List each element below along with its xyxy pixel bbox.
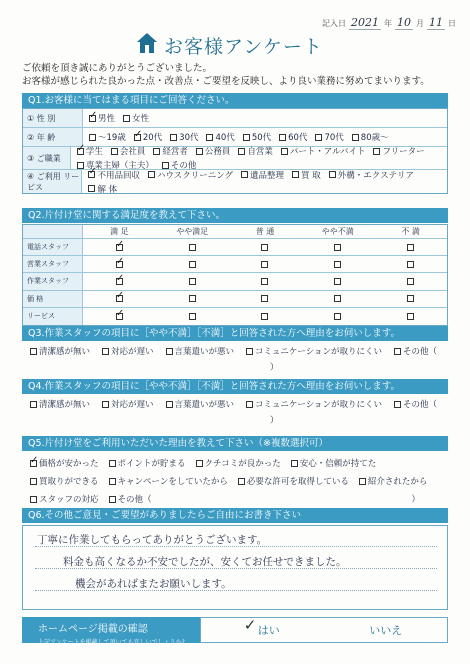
checkbox[interactable] [315,134,322,141]
q2-column-header: やや満足 [176,227,209,236]
checkbox-label: その他 [170,161,197,171]
checkbox-option[interactable] [329,169,414,181]
checkbox[interactable] [88,185,95,192]
rating-checkbox[interactable] [334,295,341,302]
q2-column-header: 普 通 [255,227,275,236]
checkbox-option[interactable] [166,398,235,410]
q2-row-label: 電話スタッフ [23,239,83,255]
checkbox[interactable] [279,134,286,141]
q5-other-close: ） [411,495,421,505]
checkbox-label: 50代 [251,133,272,143]
house-logo-icon [136,32,158,54]
checkbox-label: 40代 [215,133,235,143]
q2-table [22,224,448,326]
checkbox[interactable] [77,162,84,169]
date-month-unit: 月 [416,19,424,28]
checkbox-option[interactable] [279,131,307,143]
q2-cell [229,261,302,268]
rating-checkbox[interactable] [334,278,341,285]
checkbox-label: ～19歳 [98,133,126,143]
rating-checkbox[interactable] [407,313,414,320]
checkbox-option[interactable] [394,345,437,357]
checkbox[interactable] [196,148,203,155]
checkbox-label: 女性 [132,114,150,124]
checkbox-label: スタッフの対応 [39,495,99,505]
checkbox-option[interactable] [238,145,273,157]
q1-row [23,147,447,170]
q2-cell [156,261,229,268]
q2-cell [83,278,156,285]
q4-options [30,398,440,426]
checkbox-label: 公務員 [204,147,231,157]
checkbox[interactable] [148,171,155,178]
q2-column-header: 満 足 [110,227,129,236]
checkbox-label: 経営者 [162,147,188,157]
checkbox-label: 安心・信頼が持てた [299,459,377,469]
q2-cell [83,244,156,251]
q2-cell [156,313,229,320]
checkbox-option[interactable] [109,457,186,469]
q3-options [30,345,440,373]
checkbox[interactable] [281,148,288,155]
q2-row [23,308,447,325]
checkbox-option[interactable] [170,131,198,143]
checkbox[interactable] [373,148,380,155]
checkbox-option[interactable] [281,145,366,157]
q2-cell [374,313,447,320]
date-day-unit: 日 [448,19,456,28]
checkbox-label: 価格が安かった [39,459,99,469]
homepage-confirm-choices [200,617,448,643]
checkbox[interactable] [30,401,37,408]
checkbox[interactable] [243,134,250,141]
checkbox-option[interactable] [89,131,126,143]
q2-cell [229,278,302,285]
checkbox[interactable] [166,401,173,408]
checkbox[interactable] [30,496,37,503]
comment-text-2: 料金も高くなるか不安でしたが、安くてお任せできました。 [63,556,347,568]
checkbox-option[interactable] [196,457,281,469]
checkbox-option[interactable] [394,398,437,410]
rating-checkbox[interactable] [189,244,196,251]
homepage-confirm-title: ホームページ掲載の確認 [38,624,148,635]
q2-cell [301,244,374,251]
checkbox-option[interactable] [246,398,382,410]
rating-checkbox[interactable] [407,244,414,251]
checkbox-option[interactable] [292,169,321,181]
rating-checkbox[interactable] [261,295,268,302]
checkbox-label: 会社員 [119,147,146,157]
rating-checkbox[interactable] [407,295,414,302]
q3-header: Q3.作業スタッフの項目に［やや不満］［不満］と回答された方へ理由をお伺いします。 [22,326,448,341]
q5-options [30,457,440,505]
checkbox-option[interactable] [243,131,271,143]
q2-header-blank [23,225,83,238]
rating-checkbox[interactable] [116,295,123,302]
q4-other-close: ） [270,416,279,426]
homepage-confirm-label [22,617,200,646]
q2-cell [374,244,447,251]
checkbox-label: コミュニケーションが取りにくい [255,347,383,357]
q1-row-options [83,112,149,124]
comment-text-3: 機会があればまたお願いします。 [75,578,232,590]
checkbox-label: 60代 [288,133,308,143]
checkbox-option[interactable] [153,145,188,157]
checkbox-option[interactable] [315,131,343,143]
checkbox-option[interactable] [238,475,349,487]
q1-row-label: ④ ご利用 リービス [23,170,82,193]
checkbox-label: 対応が遅い [111,400,154,410]
q1-row-label: ③ ご職業 [23,147,71,169]
checkbox[interactable] [30,478,37,485]
checkbox[interactable] [196,460,203,467]
q1-table [22,108,448,194]
checkbox-option[interactable] [77,145,103,157]
checkbox[interactable] [88,171,95,178]
checkbox[interactable] [162,162,169,169]
q2-cell [374,261,447,268]
checkbox-label: 遺品整理 [250,170,285,181]
q2-header: Q2.片付け堂に関する満足度を教えて下さい。 [22,208,448,223]
checkbox-label: 学生 [85,147,103,157]
q2-cell [229,313,302,320]
checkbox[interactable] [238,148,245,155]
q1-row [23,109,447,128]
checkbox-option[interactable] [359,475,428,487]
q5-header: Q5.片付け堂をご利用いただいた理由を教えて下さい（※複数選択可） [22,436,448,451]
checkbox-label: 清潔感が無い [39,400,91,410]
q2-header-row [23,225,447,239]
checkbox-option[interactable] [30,493,99,505]
q4-header: Q4.作業スタッフの項目に［やや不満］［不満］と回答された方へ理由をお伺いします。 [22,379,448,394]
checkbox-label: 男性 [98,114,116,124]
checkbox[interactable] [30,348,37,355]
q2-cell [83,295,156,302]
q2-cell [301,313,374,320]
checkbox[interactable] [134,134,141,141]
checkbox-option[interactable] [102,398,154,410]
rating-checkbox[interactable] [261,261,268,268]
checkbox-option[interactable] [246,345,382,357]
checkbox[interactable] [246,401,253,408]
checkbox[interactable] [89,115,96,122]
checkbox[interactable] [238,478,245,485]
date-month: 10 [397,16,411,29]
date-day: 11 [429,16,443,29]
q2-cell [156,295,229,302]
checkbox-option[interactable] [109,493,152,505]
intro-text [22,62,430,88]
checkbox-label: コミュニケーションが取りにくい [255,400,383,410]
q3-other-close: ） [270,363,279,373]
checkbox-option[interactable] [111,145,146,157]
checkbox[interactable] [359,478,366,485]
q6-header: Q6.その他ご意見・ご要望がありましたらご自由にお書き下さい [22,508,448,523]
checkbox-option[interactable] [206,131,234,143]
checkbox-option[interactable] [30,345,90,357]
q1-row-label: ① 性 別 [23,109,83,127]
checkbox-option[interactable] [148,169,233,181]
rating-checkbox[interactable] [116,278,123,285]
q2-cell [83,313,156,320]
q2-cell [83,261,156,268]
checkbox-option[interactable] [123,112,149,124]
checkbox-label: その他（ [403,400,438,410]
checkbox-label: ハウスクリーニング [156,170,234,181]
checkbox-option[interactable] [88,183,117,195]
checkbox-option[interactable] [89,112,115,124]
q1-row-options [82,169,447,195]
rating-checkbox[interactable] [334,244,341,251]
checkbox[interactable] [30,460,37,467]
checkbox-label: 20代 [142,133,163,143]
checkbox-label: クチコミが良かった [204,459,281,469]
rating-checkbox[interactable] [407,261,414,268]
checkbox-option[interactable] [134,131,162,143]
q2-cell [301,261,374,268]
q1-row-options [83,131,389,143]
checkbox-option[interactable] [30,457,99,469]
intro-line-1: ご依頼を頂き誠にありがとうございました。 [22,63,213,74]
q2-cell [301,278,374,285]
rating-checkbox[interactable] [116,261,123,268]
q1-row-options [71,145,447,171]
checkbox-label: その他（ [117,495,152,505]
checkbox[interactable] [394,348,401,355]
checkbox-label: キャンペーンをしていたから [117,477,228,487]
checkbox[interactable] [77,148,84,155]
checkbox[interactable] [246,348,253,355]
checkbox-label: パート・アルバイト [289,147,366,157]
checkbox[interactable] [153,148,160,155]
checkbox-label: 対応が遅い [111,347,154,357]
checkbox[interactable] [241,171,248,178]
date-label: 記入日 [322,19,346,28]
checkbox-label: 必要な許可を取得している [246,477,349,487]
rating-checkbox[interactable] [116,313,123,320]
checkbox[interactable] [89,134,96,141]
checkbox-label: フリーター [382,147,425,157]
checkbox-label: 自営業 [247,147,273,157]
homepage-no-option[interactable]: いいえ [369,624,403,637]
rating-checkbox[interactable] [189,295,196,302]
checkbox-option[interactable] [196,145,231,157]
checkbox[interactable] [123,115,130,122]
q1-row-label: ② 年 齢 [23,128,83,146]
checkbox[interactable] [329,171,336,178]
rating-checkbox[interactable] [334,261,341,268]
checkbox-label: ポイントが貯まる [117,459,186,469]
rating-checkbox[interactable] [334,313,341,320]
q2-cell [156,278,229,285]
checkbox[interactable] [102,401,109,408]
rating-checkbox[interactable] [261,278,268,285]
checkbox-option[interactable] [241,169,284,181]
homepage-confirm [22,617,448,646]
checkbox[interactable] [109,478,116,485]
checkbox-option[interactable] [88,169,140,181]
checkbox-label: 買取りができる [39,477,99,487]
q2-row [23,273,447,290]
q2-cell [156,244,229,251]
rating-checkbox[interactable] [261,244,268,251]
q2-cell [374,295,447,302]
q2-row-label: リービス [23,308,83,325]
q2-column-header: やや不満 [321,227,354,236]
rating-checkbox[interactable] [189,278,196,285]
q1-header: Q1.お客様に当てはまる項目にご回答ください。 [22,93,448,108]
q2-row-label: 価 格 [23,291,83,307]
checkbox-option[interactable] [109,475,228,487]
q6-comment-box[interactable] [22,525,448,610]
checkbox-label: 外構・エクステリア [337,170,414,181]
q2-row [23,256,447,273]
checkbox-label: 専業主婦（主夫） [85,161,154,171]
checkbox[interactable] [111,148,118,155]
rating-checkbox[interactable] [407,278,414,285]
checkbox-label: 不用品回収 [97,170,140,181]
checkbox-option[interactable] [291,457,377,469]
checkbox-label: 清潔感が無い [39,347,91,357]
q2-cell [374,278,447,285]
homepage-yes-option[interactable]: ✓ はい [246,622,280,638]
checkbox-label: 30代 [179,133,199,143]
homepage-confirm-subtitle: 上記アンケートを掲載して頂いても宜しいでしょうか? [38,639,185,646]
q2-row [23,239,447,256]
checkbox-label: 解 体 [97,184,118,195]
checkbox[interactable] [109,496,116,503]
q1-row [23,170,447,193]
checkbox[interactable] [166,348,173,355]
q2-column-header: 不 満 [401,227,420,236]
rating-checkbox[interactable] [189,261,196,268]
checkbox-option[interactable] [352,131,389,143]
checkbox[interactable] [394,401,401,408]
date-year: 2021 [351,16,379,29]
checkbox-label: 買 取 [301,170,321,181]
checkbox[interactable] [291,460,298,467]
checkbox-label: 70代 [324,133,344,143]
checkbox-option[interactable] [30,475,99,487]
q2-row-label: 営業スタッフ [23,256,83,272]
checkbox[interactable] [352,134,359,141]
checkbox-label: その他（ [403,347,438,357]
checkbox[interactable] [170,134,177,141]
checkbox[interactable] [206,134,213,141]
checkbox-option[interactable] [373,145,424,157]
checkbox-label: 言葉遣いが悪い [174,347,235,357]
q2-cell [229,295,302,302]
q2-cell [229,244,302,251]
rating-checkbox[interactable] [189,313,196,320]
q2-row [23,291,447,308]
checkbox-label: 言葉遣いが悪い [174,400,235,410]
checkbox-option[interactable] [30,398,90,410]
checkbox-label: 80歳～ [360,133,389,143]
q2-cell [301,295,374,302]
checkbox[interactable] [292,171,299,178]
q2-row-label: 作業スタッフ [23,273,83,289]
rating-checkbox[interactable] [261,313,268,320]
date-row [322,16,456,30]
checkbox-option[interactable] [166,345,235,357]
checkbox-option[interactable] [102,345,154,357]
checkbox[interactable] [109,460,116,467]
comment-text-1: 丁寧に作業してもらってありがとうございます。 [37,534,268,546]
intro-line-2: お客様が感じられた良かった点・改善点・ご要望を反映し、より良い業務に努めてまいります。 [22,76,430,87]
checkbox-label: 紹介されたから [367,477,428,487]
page-title: お客様アンケート [164,36,323,58]
checkbox[interactable] [102,348,109,355]
rating-checkbox[interactable] [116,244,123,251]
date-year-unit: 年 [384,19,392,28]
